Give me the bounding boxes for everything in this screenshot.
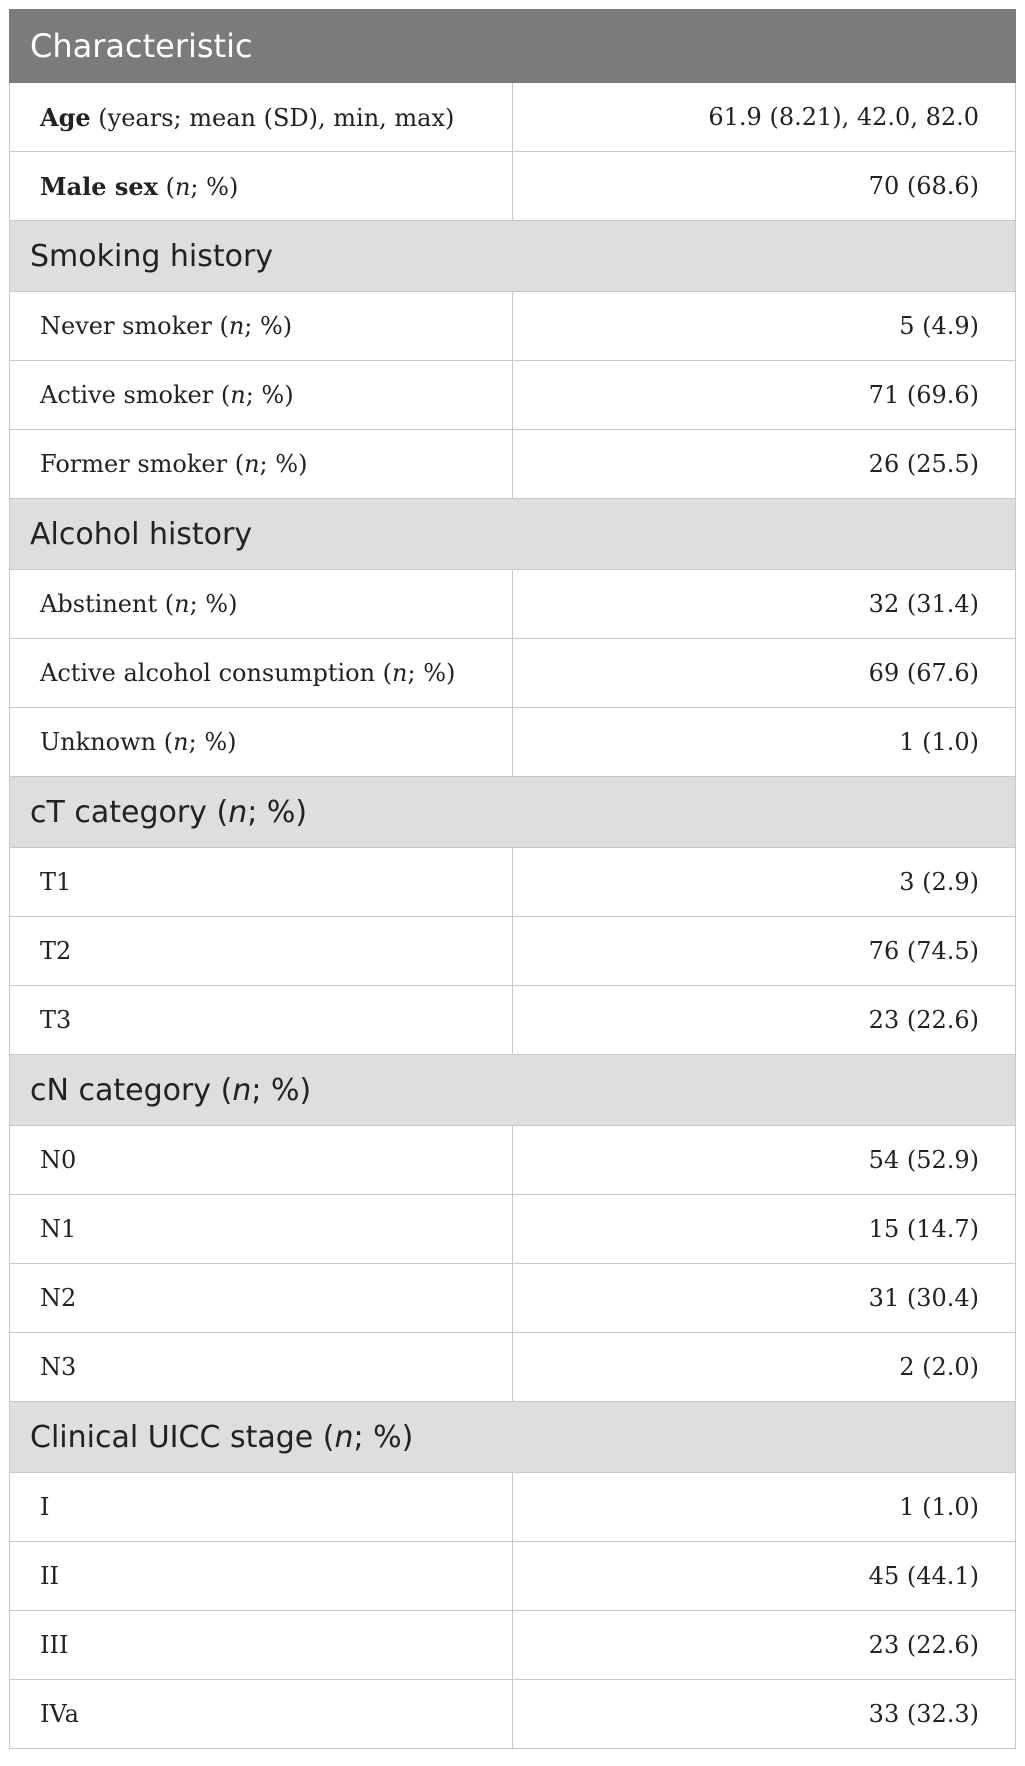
label-text: Active smoker <box>40 381 214 409</box>
label-open: ( <box>157 590 175 618</box>
label-text: Abstinent <box>40 590 158 618</box>
section-title <box>10 777 1016 848</box>
table-row <box>10 1333 1016 1402</box>
table-row-age <box>10 83 1016 152</box>
section-title-text: Clinical UICC stage <box>30 1419 314 1455</box>
label-close: ; %) <box>190 172 239 201</box>
row-value: 32 (31.4) <box>513 570 1016 639</box>
row-label <box>10 361 513 430</box>
row-label: T1 <box>10 848 513 917</box>
table-row <box>10 292 1016 361</box>
row-value: 26 (25.5) <box>513 430 1016 499</box>
characteristics-table <box>9 9 1016 1749</box>
table-row <box>10 708 1016 777</box>
label-bold: Male sex <box>40 171 158 201</box>
table-row <box>10 1473 1016 1542</box>
table-row <box>10 986 1016 1055</box>
section-n: n <box>232 1072 252 1108</box>
table-row <box>10 1680 1016 1749</box>
section-ct-category <box>10 777 1016 848</box>
label-open: ( <box>157 172 175 201</box>
row-label: N0 <box>10 1126 513 1195</box>
table-row <box>10 1126 1016 1195</box>
table-row <box>10 361 1016 430</box>
row-value: 69 (67.6) <box>513 639 1016 708</box>
table-row <box>10 639 1016 708</box>
label-n: n <box>173 728 189 756</box>
label-open: ( <box>156 728 174 756</box>
label-n: n <box>228 312 245 340</box>
row-label <box>10 708 513 777</box>
section-title <box>10 1055 1016 1126</box>
table-row <box>10 1611 1016 1680</box>
label-n: n <box>392 659 408 687</box>
row-value: 45 (44.1) <box>513 1542 1016 1611</box>
row-label: IVa <box>10 1680 513 1749</box>
row-label: N3 <box>10 1333 513 1402</box>
section-title: Alcohol history <box>10 499 1016 570</box>
label-open: ( <box>375 659 393 687</box>
section-open: ( <box>313 1419 335 1455</box>
row-value: 76 (74.5) <box>513 917 1016 986</box>
row-label <box>10 430 513 499</box>
row-value: 31 (30.4) <box>513 1264 1016 1333</box>
table-row <box>10 1195 1016 1264</box>
section-title-text: cT category <box>30 794 207 830</box>
label-open: ( <box>213 381 231 409</box>
row-value: 1 (1.0) <box>513 708 1016 777</box>
row-value: 33 (32.3) <box>513 1680 1016 1749</box>
row-label: T2 <box>10 917 513 986</box>
section-clinical-uicc-stage <box>10 1402 1016 1473</box>
row-label <box>10 639 513 708</box>
label-close: ; %) <box>407 659 456 687</box>
section-cn-category <box>10 1055 1016 1126</box>
row-label: I <box>10 1473 513 1542</box>
label-bold: Age <box>40 102 91 132</box>
row-label <box>10 570 513 639</box>
section-n: n <box>228 794 248 830</box>
row-value: 3 (2.9) <box>513 848 1016 917</box>
row-label: N2 <box>10 1264 513 1333</box>
label-n: n <box>244 450 260 478</box>
row-value: 23 (22.6) <box>513 1611 1016 1680</box>
section-open: ( <box>206 794 229 830</box>
label-text: Active alcohol consumption <box>40 659 376 687</box>
label-text: Former smoker <box>40 450 228 478</box>
label-n: n <box>174 590 190 618</box>
section-close: ; %) <box>353 1419 414 1455</box>
label-close: ; %) <box>245 381 294 409</box>
table-row <box>10 570 1016 639</box>
row-label: III <box>10 1611 513 1680</box>
label-text: Never smoker <box>40 312 212 340</box>
row-value: 15 (14.7) <box>513 1195 1016 1264</box>
row-label: II <box>10 1542 513 1611</box>
row-value: 23 (22.6) <box>513 986 1016 1055</box>
table-row-male-sex <box>10 152 1016 221</box>
section-title: Smoking history <box>10 221 1016 292</box>
table-header-row <box>10 10 1016 83</box>
label-open: ( <box>211 312 229 340</box>
section-close: ; %) <box>251 1072 312 1108</box>
label-open: ( <box>227 450 245 478</box>
row-value: 54 (52.9) <box>513 1126 1016 1195</box>
section-open: ( <box>211 1072 233 1108</box>
label-n: n <box>230 381 246 409</box>
table-row <box>10 1264 1016 1333</box>
label-rest: (years; mean (SD), min, max) <box>90 103 455 132</box>
label-close: ; %) <box>259 450 308 478</box>
section-alcohol-history <box>10 499 1016 570</box>
header-characteristic: Characteristic <box>10 10 1016 83</box>
row-label: N1 <box>10 1195 513 1264</box>
row-label <box>10 152 513 221</box>
table-row <box>10 1542 1016 1611</box>
table-row <box>10 848 1016 917</box>
row-value: 1 (1.0) <box>513 1473 1016 1542</box>
section-title <box>10 1402 1016 1473</box>
row-label <box>10 83 513 152</box>
row-value: 5 (4.9) <box>513 292 1016 361</box>
section-close: ; %) <box>247 794 308 830</box>
row-value: 61.9 (8.21), 42.0, 82.0 <box>513 83 1016 152</box>
label-close: ; %) <box>189 590 238 618</box>
label-close: ; %) <box>188 728 237 756</box>
row-value: 2 (2.0) <box>513 1333 1016 1402</box>
row-label <box>10 292 513 361</box>
table-row <box>10 430 1016 499</box>
section-n: n <box>334 1419 354 1455</box>
label-text: Unknown <box>40 728 157 756</box>
row-value: 70 (68.6) <box>513 152 1016 221</box>
row-value: 71 (69.6) <box>513 361 1016 430</box>
label-close: ; %) <box>244 312 293 340</box>
table-row <box>10 917 1016 986</box>
label-n: n <box>174 172 191 201</box>
section-smoking-history <box>10 221 1016 292</box>
section-title-text: cN category <box>30 1072 212 1108</box>
row-label: T3 <box>10 986 513 1055</box>
